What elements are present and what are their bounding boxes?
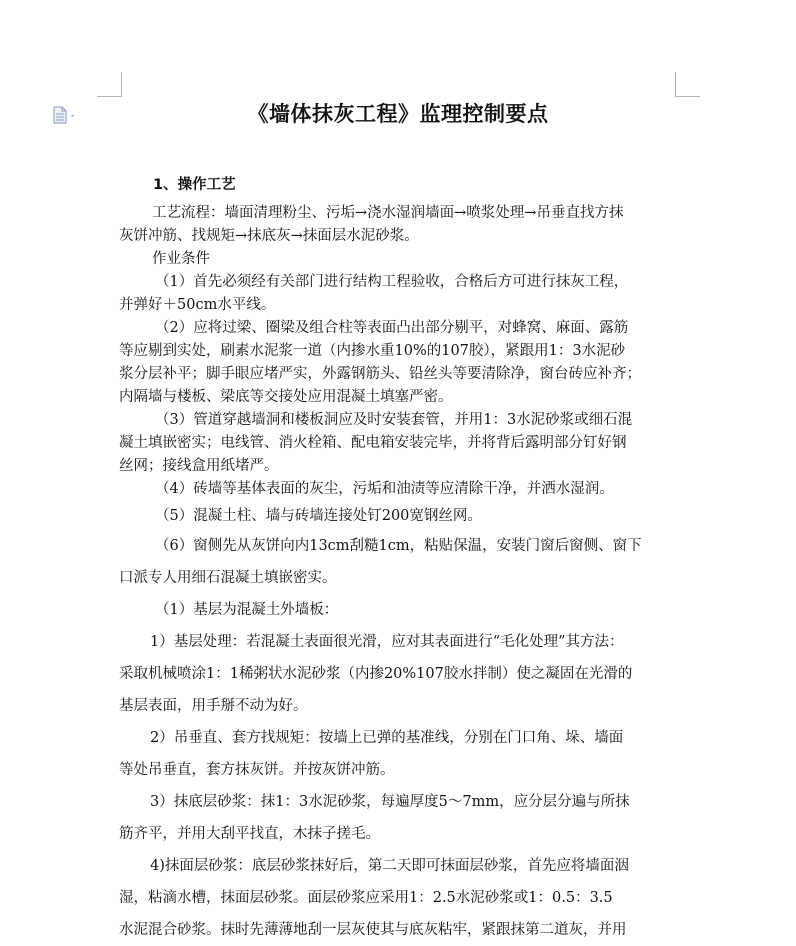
paragraph-line: 灰饼冲筋、找规矩→抹底灰→抹面层水泥砂浆。 — [119, 228, 419, 244]
paragraph-line: 内隔墙与楼板、梁底等交接处应用混凝土填塞严密。 — [119, 389, 453, 405]
paragraph-condition-4 — [119, 478, 675, 501]
paragraph-condition-2 — [119, 317, 675, 409]
paragraph-line: 2）吊垂直、套方找规矩：按墙上已弹的基准线，分别在门口角、垛、墙面 — [150, 730, 624, 746]
paragraph-line: 1）基层处理：若混凝土表面很光滑，应对其表面进行“毛化处理”其方法： — [150, 634, 624, 650]
paragraph-line: 3）抹底层砂浆：抹1：3水泥砂浆，每遍厚度5～7mm，应分层分遍与所抹 — [150, 794, 630, 810]
page-margin-corner-right — [675, 72, 700, 97]
paragraph-condition-5 — [119, 503, 675, 530]
paragraph-line: 口派专人用细石混凝土填嵌密实。 — [119, 570, 337, 586]
paragraph-line: 等应剔到实处，刷素水泥浆一道（内掺水重10%的107胶），紧跟用1：3水泥砂 — [119, 343, 626, 359]
paragraph-line: （6）窗侧先从灰饼向内13cm刮糙1cm，粘贴保温，安装门窗后窗侧、窗下 — [155, 538, 642, 554]
paragraph-line: 工艺流程：墙面清理粉尘、污垢→浇水湿润墙面→喷浆处理→吊垂直找方抹 — [152, 205, 624, 221]
paragraph-line: 浆分层补平；脚手眼应堵严实，外露钢筋头、铅丝头等要清除净，窗台砖应补齐； — [119, 366, 641, 382]
paragraph-line: （1）首先必须经有关部门进行结构工程验收，合格后方可进行抹灰工程， — [155, 274, 629, 290]
paragraph-line: 丝网；接线盒用纸堵严。 — [119, 458, 279, 474]
paragraph-step-3 — [119, 786, 675, 850]
paragraph-line: 筋齐平，并用大刮平找直，木抹子搓毛。 — [119, 826, 380, 842]
page-margin-corner-left — [97, 72, 122, 97]
paragraph-line: 湿，粘滴水槽，抹面层砂浆。面层砂浆应采用1：2.5水泥砂浆或1：0.5：3.5 — [119, 890, 613, 906]
paragraph-base-concrete-wall — [119, 594, 675, 626]
paragraph-line: （1）基层为混凝土外墙板： — [155, 602, 339, 618]
paragraph-step-1 — [119, 626, 675, 722]
document-title: 《墙体抹灰工程》监理控制要点 — [247, 101, 549, 126]
paragraph-line: （4）砖墙等基体表面的灰尘，污垢和油渍等应清除干净，并洒水湿润。 — [155, 481, 614, 497]
paragraph-line: 凝土填嵌密实；电线管、消火栓箱、配电箱安装完毕，并将背后露明部分钉好钢 — [119, 435, 627, 451]
paragraph-condition-1 — [119, 271, 675, 317]
paragraph-line: （5）混凝土柱、墙与砖墙连接处钉200宽钢丝网。 — [155, 508, 482, 524]
paragraph-line: （2）应将过梁、圈梁及组合柱等表面凸出部分剔平，对蜂窝、麻面、露筋 — [155, 320, 629, 336]
paragraph-line: 等处吊垂直，套方抹灰饼。并按灰饼冲筋。 — [119, 762, 395, 778]
paragraph-line: 4)抹面层砂浆：底层砂浆抹好后，第二天即可抹面层砂浆，首先应将墙面洇 — [150, 858, 629, 874]
paragraph-work-conditions — [119, 248, 675, 271]
paragraph-condition-6 — [119, 530, 675, 594]
paragraph-line: 基层表面，用手掰不动为好。 — [119, 698, 308, 714]
paragraph-condition-3 — [119, 409, 675, 478]
paragraph-line: 并弹好＋50cm水平线。 — [119, 297, 276, 313]
paragraph-line: 1、操作工艺 — [153, 177, 236, 193]
paragraph-line: 作业条件 — [152, 251, 210, 267]
document-page-icon — [54, 107, 66, 123]
paragraph-step-2 — [119, 722, 675, 786]
paragraph-line: 水泥混合砂浆。抹时先薄薄地刮一层灰使其与底灰粘牢，紧跟抹第二道灰，并用 — [119, 922, 627, 938]
paragraph-options-button[interactable] — [52, 106, 78, 124]
paragraph-step-4 — [119, 850, 675, 946]
chevron-down-icon — [71, 115, 74, 117]
heading-operation-process — [119, 172, 675, 198]
paragraph-line: （3）管道穿越墙洞和楼板洞应及时安装套管，并用1：3水泥砂浆或细石混 — [155, 412, 633, 428]
paragraph-line: 采取机械喷涂1：1稀粥状水泥砂浆（内掺20%107胶水拌制）使之凝固在光滑的 — [119, 666, 633, 682]
paragraph-process-flow — [119, 202, 675, 248]
document-body — [119, 172, 675, 946]
